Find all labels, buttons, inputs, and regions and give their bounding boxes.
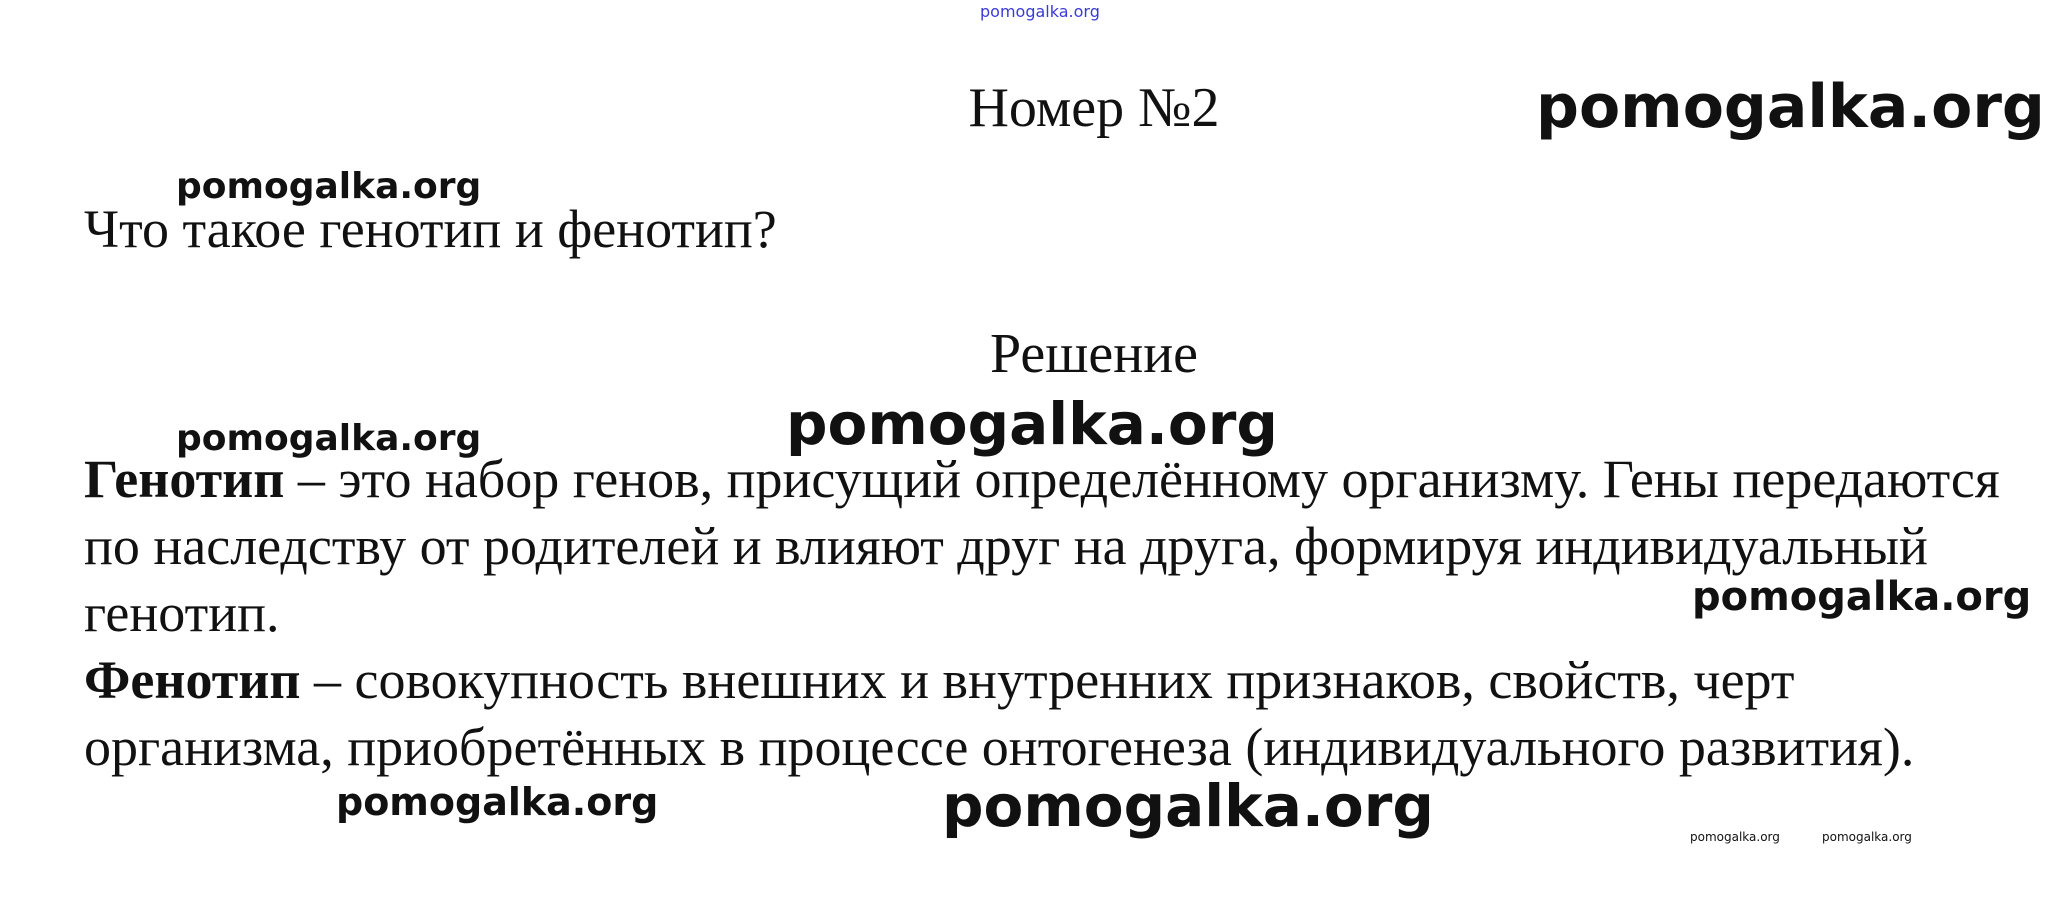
watermark-bottom-left: pomogalka.org — [336, 780, 659, 824]
watermark-top-right: pomogalka.org — [1536, 72, 2045, 142]
watermark-right: pomogalka.org — [1692, 574, 2032, 620]
question: Что такое генотип и фенотип? — [84, 199, 777, 259]
paragraph-phenotype — [84, 647, 2024, 781]
definition-genotype: – это набор генов, присущий определённому организму. Гены передаются по наследству от родителей и влияют друг на друга, формируя индивидуальный генотип. — [84, 449, 2000, 643]
watermark-bottom-center: pomogalka.org — [942, 772, 1434, 840]
watermark-small-1: pomogalka.org — [1690, 830, 1780, 844]
number-heading: Номер №2 — [968, 77, 1220, 139]
solution-heading: Решение — [989, 323, 1199, 385]
definition-phenotype: – совокупность внешних и внутренних признаков, свойств, черт организма, приобретённых в процессе онтогенеза (индивидуального развития). — [84, 650, 1915, 777]
term-genotype: Генотип — [84, 449, 285, 509]
watermark-center: pomogalka.org — [786, 390, 1278, 458]
watermark-small-2: pomogalka.org — [1822, 830, 1912, 844]
watermark-left-2: pomogalka.org — [176, 418, 482, 459]
watermark-top-tiny: pomogalka.org — [980, 2, 1100, 21]
term-phenotype: Фенотип — [84, 650, 301, 710]
watermark-left-1: pomogalka.org — [176, 166, 482, 207]
